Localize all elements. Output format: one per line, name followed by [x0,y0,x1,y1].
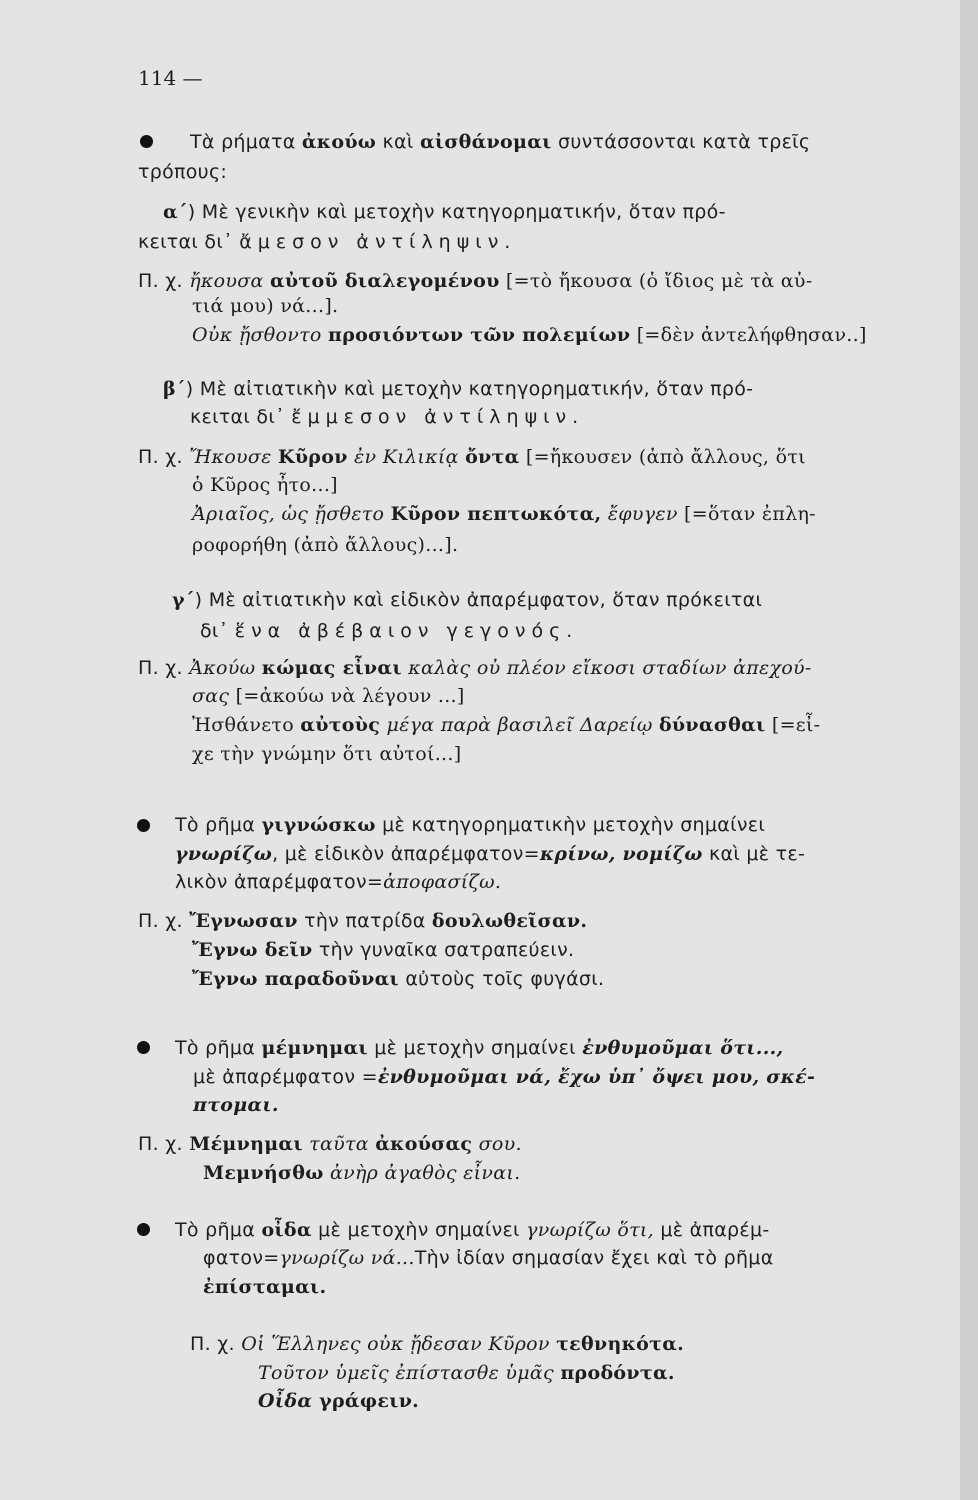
text: Τὸ ρῆμα [175,814,262,836]
label: γ΄ [172,589,195,611]
italic: Ἤκουσε [189,446,279,468]
italic: σου. [472,1133,522,1155]
text: καὶ μὲ τε- [702,843,806,865]
s1a-example1b: τιά μου) νά...]. [192,295,339,317]
text: μὲ κατηγορηματικὴν μετοχὴν σημαίνει [375,814,766,836]
s3-example2 [203,1160,520,1186]
s1b-line2 [190,404,584,430]
italic: ἀποφασίζω. [383,871,502,893]
text: μὲ μετοχὴν σημαίνει [367,1037,583,1059]
italic: Ἀριαῖος, ὡς ᾔσθετο [192,503,391,525]
keyword: αἰσθάνομαι [419,131,552,153]
text: Ἠσθάνετο [192,714,301,736]
keyword: κώμας εἶναι [261,657,402,679]
keyword: οἶδα [261,1219,312,1241]
text: δι᾽ [200,620,235,642]
text: λικὸν ἀπαρέμφατον= [175,871,384,893]
text: Τὸ ρῆμα [175,1037,262,1059]
keyword: Κῦρον πεπτωκότα, [390,503,602,525]
italic: ἀνὴρ ἀγαθὸς εἶναι. [323,1162,521,1184]
label: α΄ [163,201,188,223]
page-edge [960,0,978,1500]
text: μὲ ἀπαρέμ- [654,1219,770,1241]
bullet-icon [140,135,153,148]
italic: Οἱ Ἕλληνες οὐκ ᾔδεσαν Κῦρον [241,1333,557,1355]
spaced-text: ἕνα ἀβέβαιον γεγονός. [234,620,579,642]
keyword: γράφειν. [319,1390,420,1412]
keyword: Μεμνήσθω [203,1162,324,1184]
s1a-example1 [138,268,812,294]
spaced-text: ἄμεσον ἀντίληψιν. [239,231,517,253]
text: ) Μὲ αἰτιατικὴν καὶ μετοχὴν κατηγορηματικήν, ὅταν πρό- [185,378,754,400]
keyword: Μέμνημαι [189,1133,303,1155]
s4-example1 [190,1331,684,1357]
keyword: ἀκούσας [375,1133,473,1155]
italic: γνωρίζω [175,843,273,865]
s1c-example2 [192,712,820,738]
s2-example1 [138,908,587,934]
italic: Οἶδα [258,1390,320,1412]
keyword: Κῦρον [278,446,348,468]
text: [=τὸ ἤκουσα (ὁ ἴδιος μὲ τὰ αὐ- [499,270,813,292]
text: [=ὅταν ἐπλη- [677,503,816,525]
italic: καλὰς οὐ πλέον εἴκοσι σταδίων ἀπεχού- [401,657,812,679]
s1b-example1 [138,444,806,470]
page-number: 114 — [138,66,203,90]
s1-line1 [190,129,810,155]
s3-example1 [138,1131,522,1157]
s2-line3 [175,869,501,895]
keyword: προσιόντων τῶν πολεμίων [328,324,631,346]
keyword: Ἔγνω δεῖν [192,939,313,961]
keyword: Ἔγνω παραδοῦναι [192,968,400,990]
italic: Οὐκ ᾔσθοντο [192,324,328,346]
s4-example2 [258,1360,675,1386]
italic: μέγα παρὰ βασιλεῖ Δαρείῳ [380,714,659,736]
text: τὴν πατρίδα [297,910,432,932]
text: μὲ μετοχὴν σημαίνει [311,1219,527,1241]
s1b-example2 [192,501,816,527]
italic: ταῦτα [302,1133,376,1155]
text: Τὸ ρῆμα [175,1219,262,1241]
s1b-line1 [163,376,753,402]
s3-line2 [193,1064,815,1090]
keyword: Ἔγνωσαν [189,910,298,932]
bullet-icon [137,1223,150,1236]
text: τὴν γυναῖκα σατραπεύειν. [312,939,575,961]
text: Π. χ. [138,910,190,932]
text: κειται δι᾽ [190,406,292,428]
keyword: ὄντα [465,446,520,468]
italic: ἐν Κιλικίᾳ [347,446,466,468]
text: μὲ ἀπαρέμφατον = [193,1066,378,1088]
text: [=εἶ- [765,714,821,736]
italic: Ἀκούω [189,657,262,679]
s1b-example1b: ὁ Κῦρος ἦτο...] [192,474,338,496]
s1-line2: τρόπους: [138,161,228,183]
s2-line2 [175,841,805,867]
s1a-line2 [138,229,516,255]
keyword: τεθνηκότα. [556,1333,685,1355]
italic: Τοῦτον ὑμεῖς ἐπίστασθε ὑμᾶς [258,1362,561,1384]
keyword: δύνασθαι [658,714,766,736]
bullet-icon [137,819,150,832]
text: αὐτοὺς τοῖς φυγάσι. [399,968,605,990]
text: φατον= [203,1247,280,1269]
s4-line2 [203,1245,774,1271]
italic: ἤκουσα [189,270,271,292]
text: ) Μὲ γενικὴν καὶ μετοχὴν κατηγορηματικήν, ὅταν πρό- [187,201,726,223]
keyword: ἀκούω [301,131,377,153]
spaced-text: ἔμμεσον ἀντίληψιν. [291,406,585,428]
s4-line1 [175,1217,770,1243]
s3-line1 [175,1035,783,1061]
italic: ἐνθυμοῦμαι νά, ἔχω ὑπ᾽ ὄψει μου, σκέ- [377,1066,816,1088]
text: Π. χ. [138,1133,190,1155]
text: ) Μὲ αἰτιατικὴν καὶ εἰδικὸν ἀπαρέμφατον, ὅταν πρόκειται [194,589,763,611]
s1c-example2b: χε τὴν γνώμην ὅτι αὐτοί...] [192,743,462,765]
label: β΄ [163,378,186,400]
s2-line1 [175,812,765,838]
text: , μὲ εἰδικὸν ἀπαρέμφατον= [272,843,540,865]
text: [=δὲν ἀντελήφθησαν..] [630,324,867,346]
s2-example2 [192,937,574,963]
italic: γνωρίζω νά... [279,1247,415,1269]
keyword: μέμνημαι [261,1037,368,1059]
keyword: δουλωθεῖσαν. [431,910,588,932]
s1a-line1 [163,199,726,225]
italic: ἔφυγεν [601,503,678,525]
text: συντάσσονται κατὰ τρεῖς [551,131,811,153]
italic: ἐνθυμοῦμαι ὅτι..., [582,1037,784,1059]
keyword: αὐτοῦ διαλεγομένου [270,270,500,292]
s1b-example2b: ροφορήθη (ἀπὸ ἄλλους)...]. [192,534,459,556]
keyword: προδόντα. [560,1362,675,1384]
italic: σας [192,685,230,707]
keyword: γιγνώσκω [261,814,376,836]
text: κειται δι᾽ [138,231,240,253]
text: Π. χ. [138,270,190,292]
s1a-example2 [192,322,867,348]
s4-line3: ἐπίσταμαι. [203,1276,327,1298]
text: καὶ [376,131,420,153]
text: Τὰ ρήματα [190,131,302,153]
keyword: αὐτοὺς [300,714,381,736]
s1c-line2 [200,618,578,644]
s3-line3: πτομαι. [193,1094,279,1116]
s4-example3 [258,1388,419,1414]
text: [=ἀκούω νὰ λέγουν ...] [229,685,465,707]
text: Τὴν ἰδίαν σημασίαν ἔχει καὶ τὸ ρῆμα [414,1247,774,1269]
s1c-example1b [192,683,465,709]
text: [=ἤκουσεν (ἀπὸ ἄλλους, ὅτι [519,446,806,468]
text: Π. χ. [138,446,190,468]
s1c-example1 [138,655,812,681]
text: Π. χ. [138,657,190,679]
italic: γνωρίζω ὅτι, [526,1219,655,1241]
text: Π. χ. [190,1333,242,1355]
italic: κρίνω, νομίζω [539,843,703,865]
bullet-icon [137,1041,150,1054]
s1c-line1 [172,587,762,613]
s2-example3 [192,966,604,992]
